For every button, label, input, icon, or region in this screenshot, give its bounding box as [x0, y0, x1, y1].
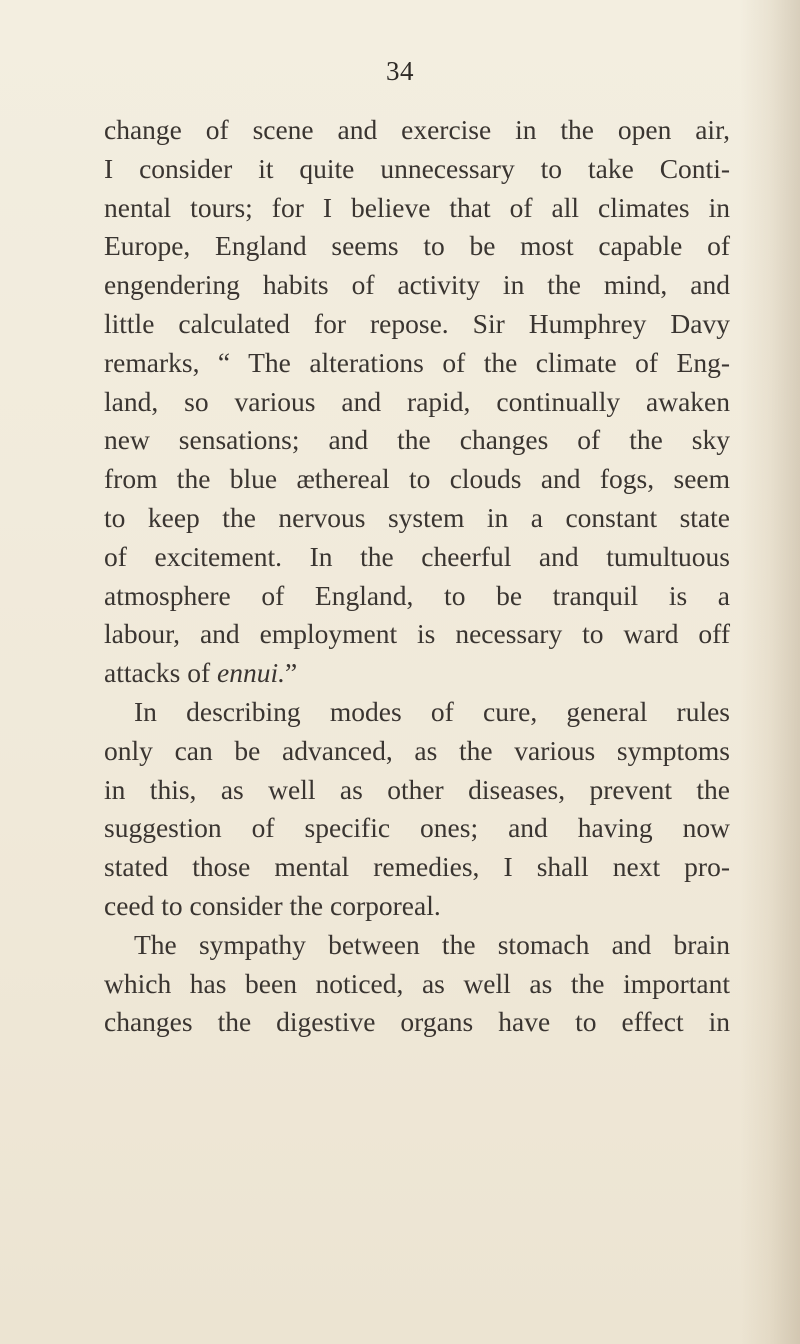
text-segment: attacks of	[104, 657, 218, 689]
closing-quote: ”	[285, 657, 298, 689]
text-line: from the blue æthereal to clouds and fogs, seem	[104, 463, 730, 495]
text-line: atmosphere of England, to be tranquil is a	[104, 579, 730, 611]
text-line: which has been noticed, as well as the important	[104, 967, 730, 999]
text-line: little calculated for repose. Sir Humphrey Davy	[104, 307, 730, 339]
text-line: change of scene and exercise in the open air,	[104, 114, 730, 145]
body-text	[104, 111, 730, 1042]
text-line: land, so various and rapid, continually awaken	[104, 385, 730, 417]
text-line: to keep the nervous system in a constant state	[104, 501, 730, 533]
text-line	[104, 654, 730, 693]
text-line: stated those mental remedies, I shall next pro-	[104, 851, 730, 883]
text-line: new sensations; and the changes of the sky	[104, 424, 730, 456]
page-number: 34	[386, 56, 414, 86]
text-line: Europe, England seems to be most capable of	[104, 230, 730, 262]
paragraph-start-line: In describing modes of cure, general rules	[134, 695, 730, 727]
paragraph-start-line: The sympathy between the stomach and brain	[134, 928, 730, 960]
text-line: in this, as well as other diseases, prevent the	[104, 773, 730, 805]
text-line: engendering habits of activity in the mind, and	[104, 269, 730, 301]
text-line: of excitement. In the cheerful and tumultuous	[104, 540, 730, 572]
text-line: ceed to consider the corporeal.	[104, 889, 441, 921]
text-line: suggestion of specific ones; and having now	[104, 812, 730, 844]
text-line: labour, and employment is necessary to ward off	[104, 618, 730, 650]
text-line: nental tours; for I believe that of all climates in	[104, 191, 730, 223]
text-line: changes the digestive organs have to effect in	[104, 1006, 730, 1038]
italic-word: ennui.	[217, 657, 285, 689]
text-line: I consider it quite unnecessary to take Conti-	[104, 152, 730, 184]
text-line: only can be advanced, as the various symptoms	[104, 734, 730, 766]
text-line: remarks, “ The alterations of the climate of Eng-	[104, 346, 730, 378]
